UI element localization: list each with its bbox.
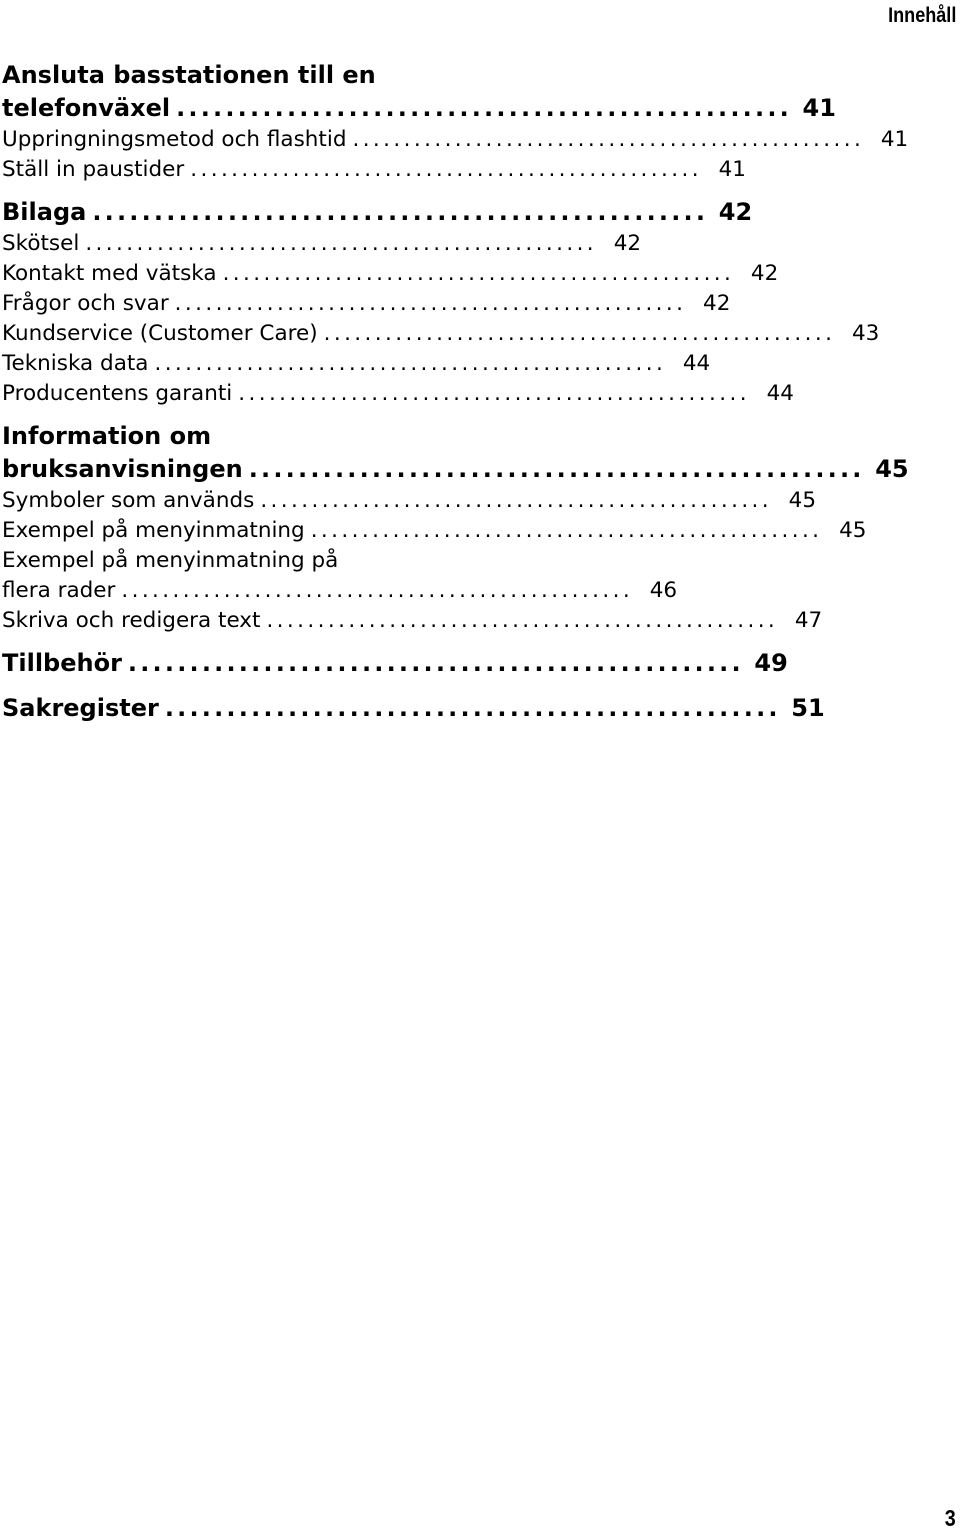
dot-leader: .................................................. xyxy=(222,261,735,286)
dot-leader: .................................................. xyxy=(266,608,779,633)
running-header-title: Innehåll xyxy=(887,4,956,27)
toc-entry-label: bruksanvisningen xyxy=(2,455,243,483)
toc-entry-page: 41 xyxy=(718,157,746,182)
toc-entry-page: 45 xyxy=(839,518,867,543)
toc-entry-page: 42 xyxy=(613,231,642,256)
toc-entry-page: 51 xyxy=(791,694,825,722)
toc-entry-label: Producentens garanti xyxy=(2,381,233,406)
toc-entry-label: Skötsel xyxy=(2,231,80,256)
toc-entry[interactable] xyxy=(2,379,794,409)
toc-entry-page: 45 xyxy=(875,455,909,483)
toc-entry-page: 41 xyxy=(802,94,836,122)
toc-entry-page: 45 xyxy=(788,488,817,513)
toc-entry-label: Symboler som används xyxy=(2,488,255,513)
dot-leader: .................................................. xyxy=(92,198,709,226)
dot-leader: .................................................. xyxy=(164,694,781,722)
toc-entry[interactable] xyxy=(2,259,779,289)
toc-entry-page: 46 xyxy=(649,578,678,603)
toc-entry-label: Tekniska data xyxy=(2,351,149,376)
toc-entry-label-line: Ansluta basstationen till en xyxy=(2,61,376,89)
toc-entry-label: telefonväxel xyxy=(2,94,171,122)
toc-entry-page: 49 xyxy=(754,649,788,677)
table-of-contents xyxy=(2,59,909,725)
toc-entry-label-line: Exempel på menyinmatning på xyxy=(2,548,339,573)
dot-leader: .................................................. xyxy=(238,381,750,406)
dot-leader: .................................................. xyxy=(323,321,836,346)
toc-entry-page: 42 xyxy=(718,198,753,226)
toc-entry[interactable] xyxy=(2,229,642,259)
toc-entry[interactable] xyxy=(2,196,753,229)
dot-leader: .................................................. xyxy=(174,291,687,316)
toc-entry-page: 42 xyxy=(750,261,779,286)
toc-entry-label: Sakregister xyxy=(2,694,159,722)
toc-entry[interactable] xyxy=(2,606,823,636)
toc-entry[interactable] xyxy=(2,516,867,546)
dot-leader: .................................................. xyxy=(85,231,598,256)
toc-entry[interactable] xyxy=(2,546,678,606)
toc-entry[interactable] xyxy=(2,692,825,725)
toc-entry-label: Kundservice (Customer Care) xyxy=(2,321,318,346)
toc-entry-page: 47 xyxy=(794,608,823,633)
dot-leader: .................................................. xyxy=(352,127,865,152)
dot-leader: .................................................. xyxy=(121,578,634,603)
toc-entry-page: 42 xyxy=(703,291,731,316)
toc-entry-label: Tillbehör xyxy=(2,649,122,677)
toc-entry[interactable] xyxy=(2,349,711,379)
toc-entry[interactable] xyxy=(2,647,788,680)
page-number: 3 xyxy=(944,1505,956,1531)
toc-entry-label: flera rader xyxy=(2,578,116,603)
toc-entry[interactable] xyxy=(2,59,836,125)
toc-entry-label: Bilaga xyxy=(2,198,87,226)
dot-leader: .................................................. xyxy=(127,649,744,677)
toc-entry[interactable] xyxy=(2,155,746,185)
toc-entry-label: Exempel på menyinmatning xyxy=(2,518,305,543)
dot-leader: .................................................. xyxy=(190,157,702,182)
toc-entry-label: Uppringningsmetod och flashtid xyxy=(2,127,347,152)
toc-entry-label-line: Information om xyxy=(2,422,212,450)
toc-entry-label: Skriva och redigera text xyxy=(2,608,261,633)
toc-entry-page: 44 xyxy=(766,381,794,406)
dot-leader: .................................................. xyxy=(260,488,773,513)
toc-entry[interactable] xyxy=(2,125,909,155)
dot-leader: .................................................. xyxy=(248,455,865,483)
toc-entry[interactable] xyxy=(2,486,817,516)
toc-entry[interactable] xyxy=(2,420,909,486)
dot-leader: .................................................. xyxy=(154,351,667,376)
dot-leader: .................................................. xyxy=(176,94,792,122)
toc-entry-label: Frågor och svar xyxy=(2,291,169,316)
toc-entry-label: Ställ in paustider xyxy=(2,157,185,182)
toc-entry[interactable] xyxy=(2,319,880,349)
dot-leader: .................................................. xyxy=(310,518,823,543)
toc-entry[interactable] xyxy=(2,289,731,319)
toc-entry-page: 41 xyxy=(880,127,909,152)
toc-entry-page: 44 xyxy=(682,351,711,376)
toc-entry-page: 43 xyxy=(851,321,880,346)
toc-entry-label: Kontakt med vätska xyxy=(2,261,217,286)
